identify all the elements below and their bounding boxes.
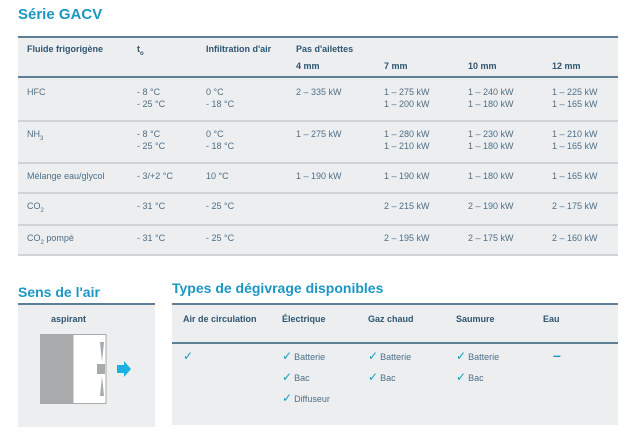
cell-p4: 1 – 190 kW	[296, 171, 342, 181]
cell-p10: 1 – 180 kW	[468, 171, 514, 181]
cell-fluid: $NH_3$	[27, 129, 44, 142]
check-icon: ✓	[282, 370, 293, 384]
cell-infiltration: 10 °C	[206, 171, 229, 181]
cell-p10: 1 – 230 kW 1 – 180 kW	[468, 129, 514, 151]
cell-t0: - 31 °C	[137, 233, 166, 243]
defrost-header: Saumure	[456, 314, 495, 324]
airflow-arrow-icon	[117, 361, 131, 377]
air-direction-title: Sens de l'air	[18, 284, 100, 300]
defrost-panel	[172, 303, 618, 425]
check-icon: ✓	[368, 349, 379, 363]
option-label: Bac	[294, 373, 310, 383]
header-fin-pitch: Pas d'ailettes	[296, 44, 354, 54]
defrost-header: Eau	[543, 314, 560, 324]
cell-p7: 1 – 190 kW	[384, 171, 430, 181]
row-divider	[18, 254, 618, 256]
option-label: Bac	[380, 373, 396, 383]
not-available-dash: –	[553, 347, 561, 363]
row-divider	[18, 162, 618, 164]
cell-p12: 1 – 210 kW 1 – 165 kW	[552, 129, 598, 151]
defrost-option	[368, 371, 396, 384]
cell-fluid: Mélange eau/glycol	[27, 171, 105, 181]
cell-p7: 2 – 215 kW	[384, 201, 430, 211]
defrost-option	[368, 350, 411, 363]
check-icon: ✓	[456, 370, 467, 384]
cell-t0: - 31 °C	[137, 201, 166, 211]
defrost-header: Gaz chaud	[368, 314, 414, 324]
header-infiltration: Infiltration d'air	[206, 44, 272, 54]
header-12mm: 12 mm	[552, 61, 581, 71]
cell-p7: 1 – 275 kW 1 – 200 kW	[384, 87, 430, 109]
cell-p12: 2 – 175 kW	[552, 201, 598, 211]
cell-infiltration: 0 °C - 18 °C	[206, 87, 235, 109]
air-direction-panel	[18, 303, 155, 427]
cell-infiltration: - 25 °C	[206, 201, 235, 211]
defrost-option	[456, 371, 484, 384]
cell-p10: 1 – 240 kW 1 – 180 kW	[468, 87, 514, 109]
defrost-option	[282, 392, 330, 405]
cell-fluid: $CO_2$ pompé	[27, 233, 74, 246]
option-label: Batterie	[380, 352, 412, 362]
air-direction-label: aspirant	[51, 314, 87, 324]
page-title: Série GACV	[18, 6, 103, 23]
cell-p7: 2 – 195 kW	[384, 233, 430, 243]
cell-t0: - 8 °C - 25 °C	[137, 129, 166, 151]
check-icon: ✓	[282, 391, 293, 405]
cell-p4: 1 – 275 kW	[296, 129, 342, 139]
row-divider	[18, 224, 618, 226]
cell-infiltration: 0 °C - 18 °C	[206, 129, 235, 151]
option-label: Bac	[468, 373, 484, 383]
defrost-option	[282, 371, 310, 384]
defrost-option	[282, 350, 325, 363]
cell-p12: 1 – 225 kW 1 – 165 kW	[552, 87, 598, 109]
defrost-option	[456, 350, 499, 363]
cell-fluid: HFC	[27, 87, 46, 97]
air-direction-diagram	[40, 334, 128, 404]
defrost-header: Électrique	[282, 314, 326, 324]
option-label: Batterie	[294, 352, 326, 362]
header-10mm: 10 mm	[468, 61, 497, 71]
check-icon: ✓	[183, 349, 194, 363]
check-icon: ✓	[456, 349, 467, 363]
header-fluid: Fluide frigorigène	[27, 44, 104, 54]
cell-p7: 1 – 280 kW 1 – 210 kW	[384, 129, 430, 151]
cell-t0: - 8 °C - 25 °C	[137, 87, 166, 109]
cell-p12: 2 – 160 kW	[552, 233, 598, 243]
check-icon: ✓	[282, 349, 293, 363]
row-divider	[18, 192, 618, 194]
cell-p12: 1 – 165 kW	[552, 171, 598, 181]
cell-infiltration: - 25 °C	[206, 233, 235, 243]
header-t0: $t_o$	[137, 44, 144, 57]
cell-p10: 2 – 175 kW	[468, 233, 514, 243]
row-divider	[18, 120, 618, 122]
cell-p10: 2 – 190 kW	[468, 201, 514, 211]
cell-fluid: $CO_2$	[27, 201, 44, 214]
defrost-title: Types de dégivrage disponibles	[172, 280, 384, 296]
option-label: Batterie	[468, 352, 500, 362]
defrost-header: Air de circulation	[183, 314, 257, 324]
cell-p4: 2 – 335 kW	[296, 87, 342, 97]
cell-t0: - 3/+2 °C	[137, 171, 173, 181]
check-icon: ✓	[368, 370, 379, 384]
header-4mm: 4 mm	[296, 61, 320, 71]
option-label: Diffuseur	[294, 394, 330, 404]
defrost-option	[183, 350, 195, 363]
capacity-table	[18, 36, 618, 256]
header-7mm: 7 mm	[384, 61, 408, 71]
